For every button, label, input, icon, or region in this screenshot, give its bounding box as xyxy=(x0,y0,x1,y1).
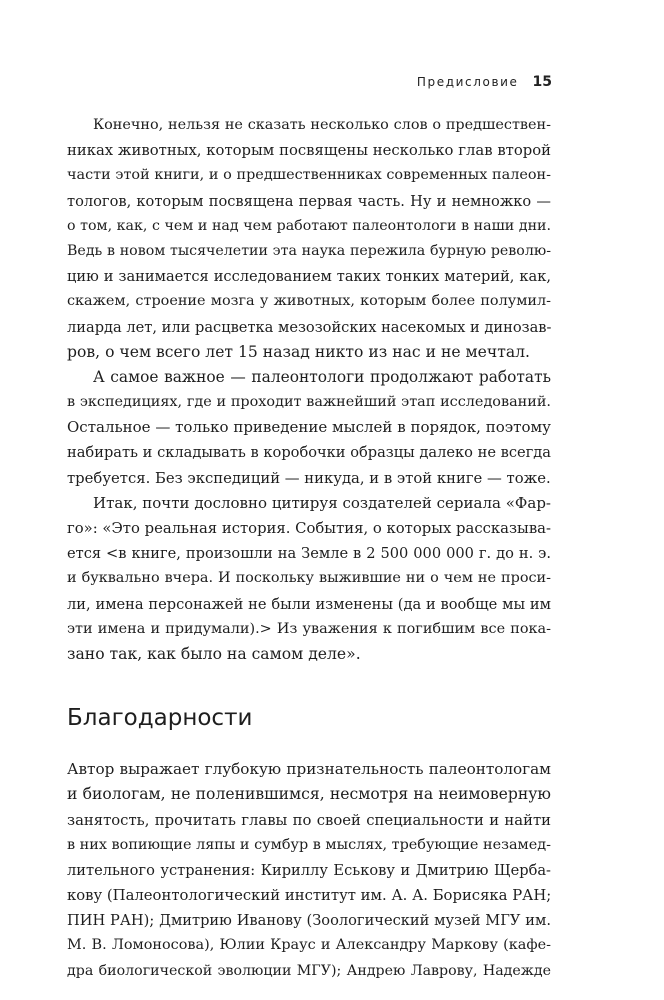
text-line: в экспедициях, где и проходит важнейший этап исследований. xyxy=(67,394,551,411)
text-line: цию и занимается исследованием таких тонких материй, как, xyxy=(67,268,551,286)
text-line: зано так, как было на самом деле». xyxy=(67,644,361,663)
paragraph-1 xyxy=(67,113,551,365)
text-line: требуется. Без экспедиций — никуда, и в этой книге — тоже. xyxy=(67,469,551,487)
text-line: в них вопиющие ляпы и сумбур в мыслях, требующие незамед- xyxy=(67,836,551,853)
text-line: части этой книги, и о предшественниках современных палеон- xyxy=(67,167,551,184)
paragraph-2 xyxy=(67,365,551,491)
text-line: тологов, которым посвящена первая часть. Ну и немножко — xyxy=(67,192,551,210)
text-line: ли, имена персонажей не были изменены (да и вообще мы им xyxy=(67,595,551,613)
text-line: А самое важное — палеонтологи продолжают работать xyxy=(93,367,551,386)
running-head xyxy=(417,74,552,90)
text-line: Автор выражает глубокую признательность палеонтологам xyxy=(67,760,551,779)
section-heading: Благодарности xyxy=(67,705,253,732)
text-line: кову (Палеонтологический институт им. А. А. Борисяка РАН; xyxy=(67,887,551,905)
text-line: и буквально вчера. И поскольку выжившие ни о чем не проси- xyxy=(67,570,551,587)
text-line: никах животных, которым посвящены несколько глав второй xyxy=(67,142,551,160)
text-line: ров, о чем всего лет 15 назад никто из нас и не мечтал. xyxy=(67,342,530,361)
text-line: ется <в книге, произошли на Земле в 2 500 000 000 г. до н. э. xyxy=(67,545,551,563)
text-line: занятость, прочитать главы по своей специальности и найти xyxy=(67,811,551,829)
text-line: лительного устранения: Кириллу Еськову и Дмитрию Щерба- xyxy=(67,861,551,879)
text-line: го»: «Это реальная история. События, о которых рассказыва- xyxy=(67,520,551,537)
text-line: и биологам, не поленившимся, несмотря на неимоверную xyxy=(67,785,551,804)
text-line: Итак, почти дословно цитируя создателей сериала «Фар- xyxy=(93,493,551,512)
text-line: о том, как, с чем и над чем работают палеонтологи в наши дни. xyxy=(67,217,551,234)
text-line: лиарда лет, или расцветка мезозойских насекомых и динозав- xyxy=(67,318,551,336)
text-line: Конечно, нельзя не сказать несколько слов о предшествен- xyxy=(93,117,551,133)
text-line: эти имена и придумали).> Из уважения к погибшим все пока- xyxy=(67,620,551,637)
text-line: ПИН РАН); Дмитрию Иванову (Зоологический музей МГУ им. xyxy=(67,912,551,930)
text-line: скажем, строение мозга у животных, которым более полумил- xyxy=(67,293,551,310)
page-body xyxy=(67,113,551,984)
paragraph-3 xyxy=(67,491,551,667)
running-head-title: Предисловие xyxy=(416,75,519,89)
text-line: М. В. Ломоносова), Юлии Краус и Александру Маркову (кафе- xyxy=(67,937,551,954)
acknowledgements-paragraph xyxy=(67,757,551,984)
text-line: набирать и складывать в коробочки образцы далеко не всегда xyxy=(67,444,551,462)
text-line: Ведь в новом тысячелетии эта наука пережила бурную револю- xyxy=(67,242,551,259)
text-line: дра биологической эволюции МГУ); Андрею Лаврову, Надежде xyxy=(67,962,551,979)
text-line: Остальное — только приведение мыслей в порядок, поэтому xyxy=(67,418,551,437)
page-number: 15 xyxy=(532,74,552,90)
